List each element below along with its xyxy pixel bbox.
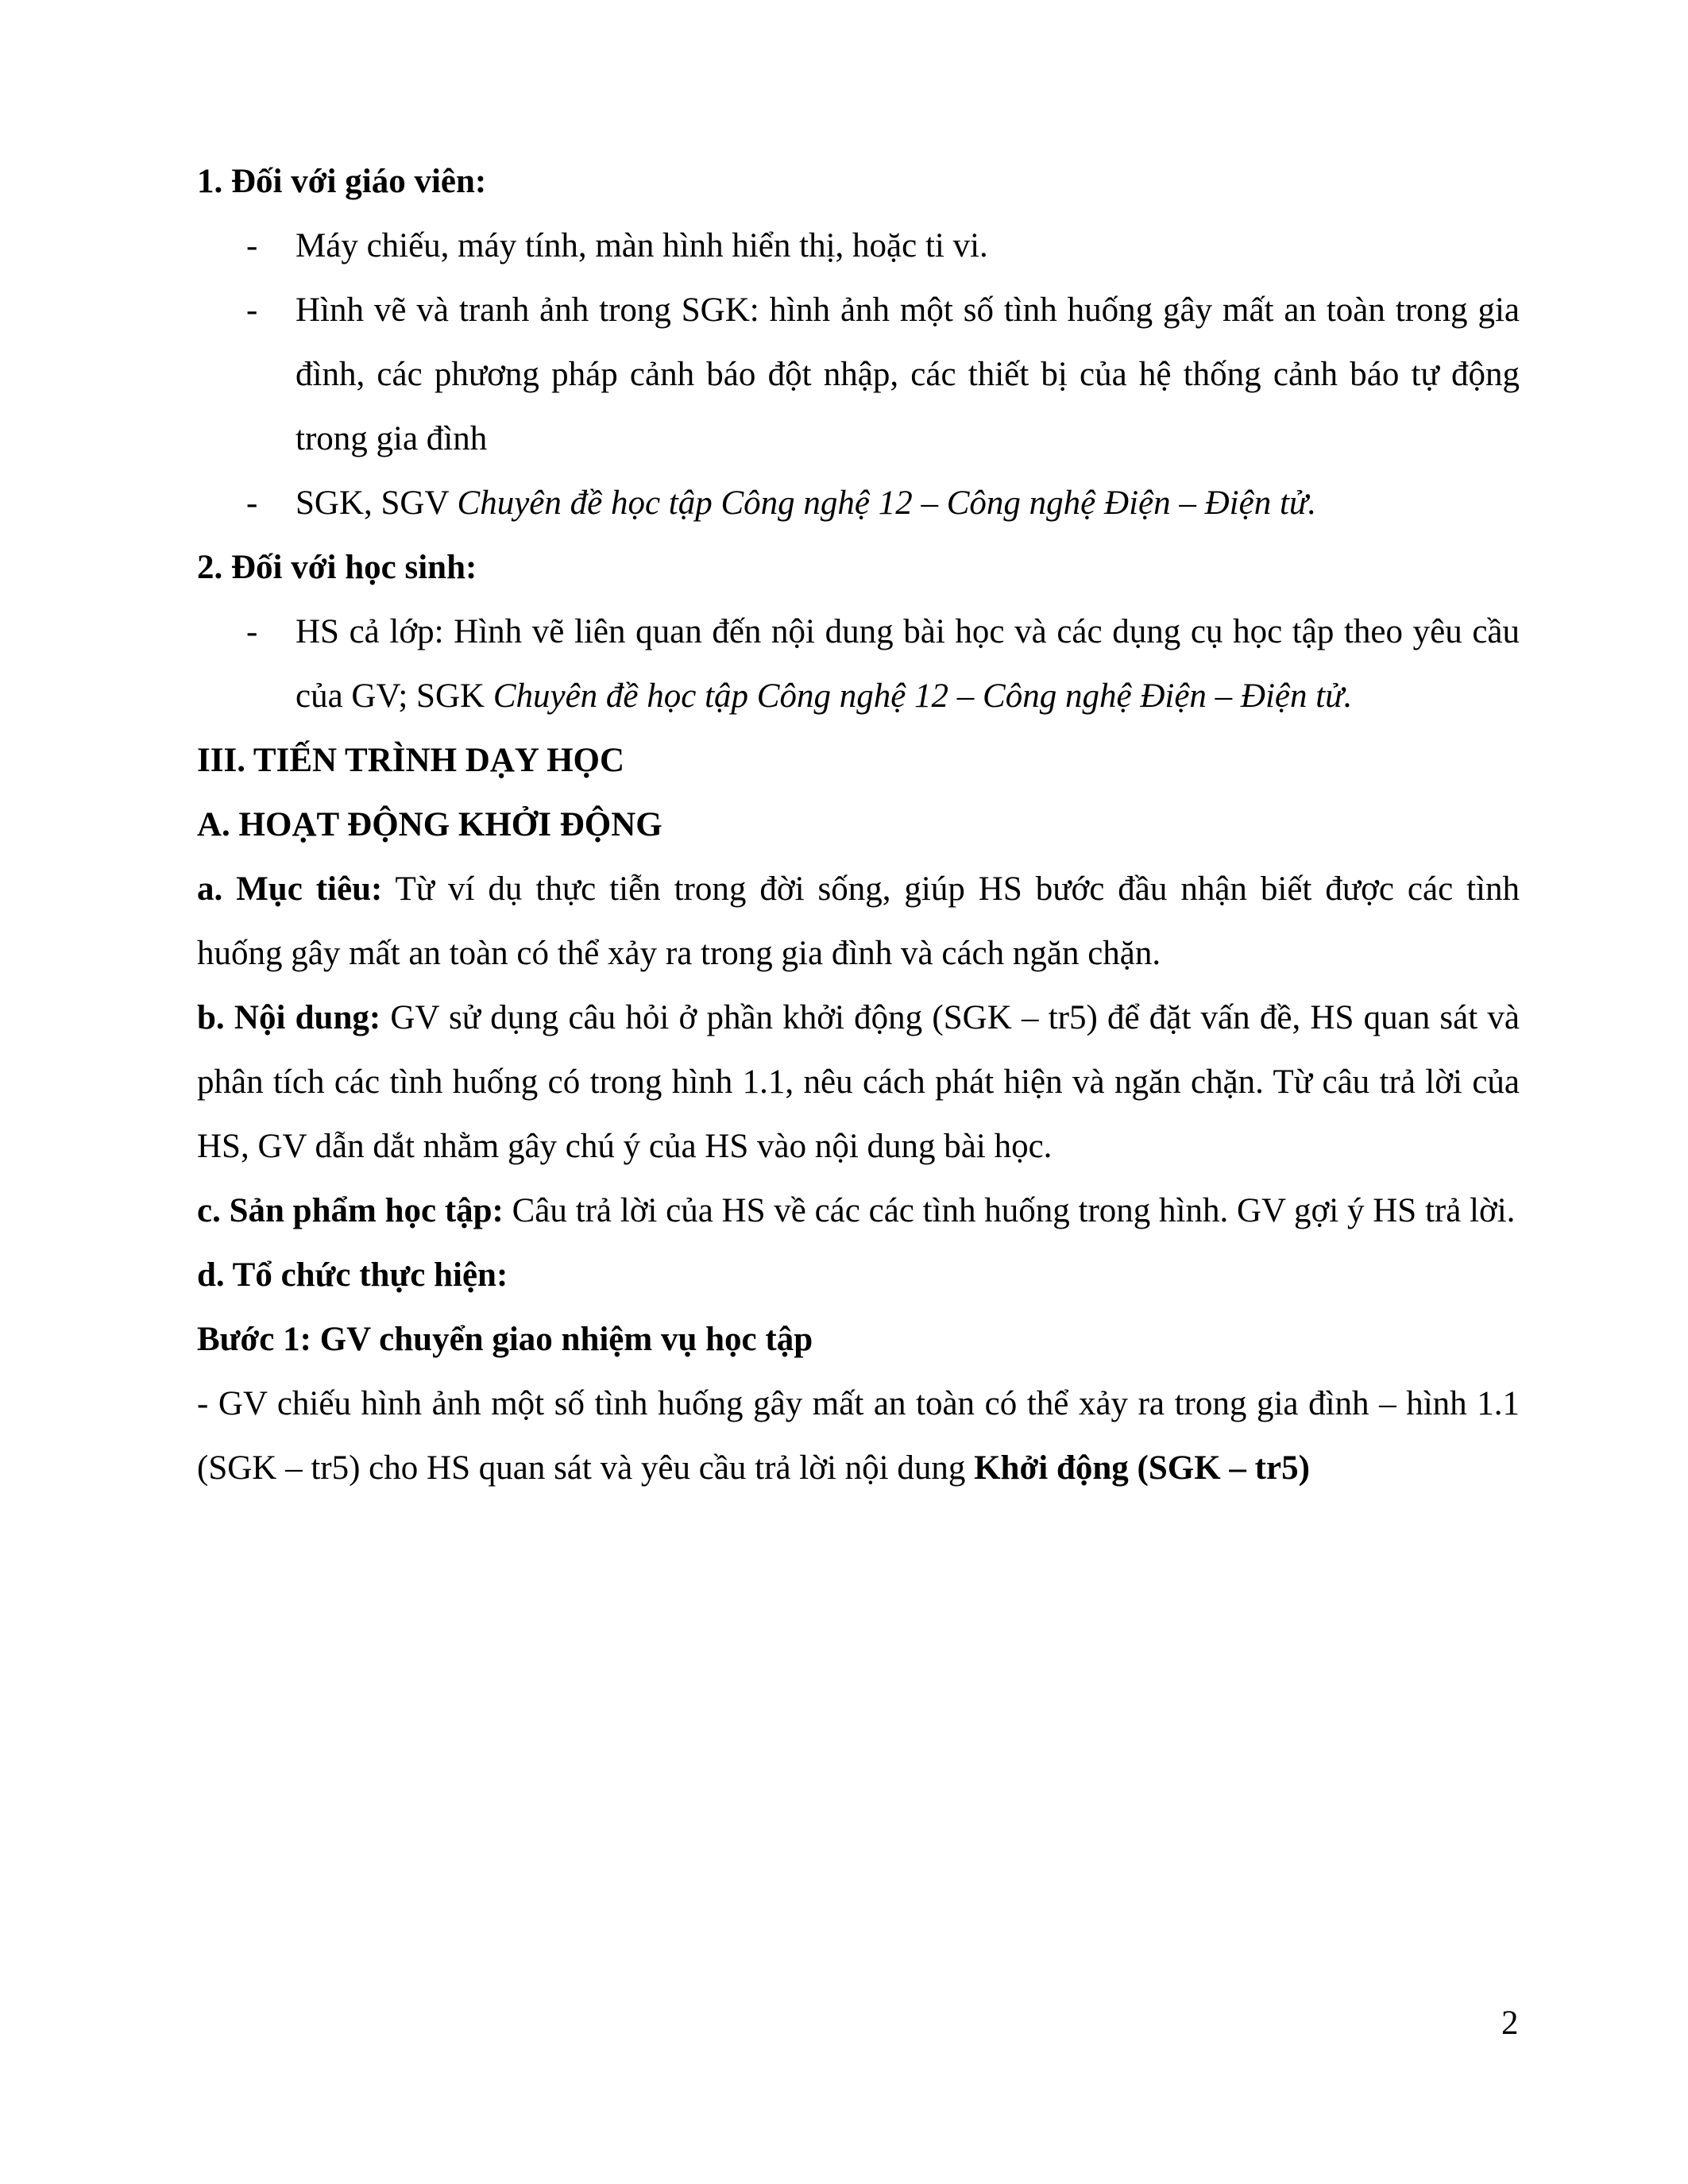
product-label: c. Sản phẩm học tập: xyxy=(197,1192,504,1229)
step1-heading: Bước 1: GV chuyển giao nhiệm vụ học tập xyxy=(197,1321,813,1358)
student-section-heading: 2. Đối với học sinh: xyxy=(197,549,477,586)
bullet-dash: - xyxy=(246,484,258,522)
product-paragraph xyxy=(197,1179,1520,1243)
page-number: 2 xyxy=(1501,2005,1519,2042)
teacher-item-1 xyxy=(197,214,1520,278)
step1-paragraph xyxy=(197,1372,1520,1500)
product-text: Câu trả lời của HS về các các tình huống trong hình. GV gợi ý HS trả lời. xyxy=(503,1192,1516,1229)
bullet-dash: - xyxy=(246,227,258,264)
student-item-1 xyxy=(197,600,1520,728)
organization-heading: d. Tổ chức thực hiện: xyxy=(197,1256,508,1294)
teacher-item-1-text: Máy chiếu, máy tính, màn hình hiển thị, hoặc ti vi. xyxy=(295,227,988,264)
teacher-item-3 xyxy=(197,471,1520,535)
teacher-section-heading: 1. Đối với giáo viên: xyxy=(197,163,487,200)
student-item-1-book-title: Chuyên đề học tập Công nghệ 12 – Công nghệ Điện – Điện tử. xyxy=(492,677,1353,715)
content-label: b. Nội dung: xyxy=(197,999,381,1036)
objective-label: a. Mục tiêu: xyxy=(197,870,383,908)
bullet-dash: - xyxy=(246,291,258,329)
bullet-dash: - xyxy=(246,613,258,650)
teacher-item-2 xyxy=(197,278,1520,471)
teacher-item-2-text: Hình vẽ và tranh ảnh trong SGK: hình ảnh một số tình huống gây mất an toàn trong gia đình, các phương pháp cảnh báo đột nhập, các thiết bị của hệ thống cảnh báo tự động trong gia đình xyxy=(295,291,1520,457)
teacher-item-3-book-title: Chuyên đề học tập Công nghệ 12 – Công nghệ Điện – Điện tử. xyxy=(457,484,1317,522)
content-text: GV sử dụng câu hỏi ở phần khởi động (SGK – tr5) để đặt vấn đề, HS quan sát và phân tích các tình huống có trong hình 1.1, nêu cách phát hiện và ngăn chặn. Từ câu trả lời của HS, GV dẫn dắt nhằm gây chú ý của HS vào nội dung bài học. xyxy=(197,999,1520,1165)
objective-paragraph xyxy=(197,857,1520,986)
process-heading: III. TIẾN TRÌNH DẠY HỌC xyxy=(197,742,625,779)
content-paragraph xyxy=(197,986,1520,1179)
step1-bold-tail: Khởi động (SGK – tr5) xyxy=(974,1449,1310,1487)
step1-text: - GV chiếu hình ảnh một số tình huống gây mất an toàn có thể xảy ra trong gia đình – hình 1.1 (SGK – tr5) cho HS quan sát và yêu cầu trả lời nội dung xyxy=(197,1385,1520,1487)
teacher-item-3-prefix: SGK, SGV xyxy=(295,484,458,522)
document-page xyxy=(197,149,1520,1500)
warmup-heading: A. HOẠT ĐỘNG KHỞI ĐỘNG xyxy=(197,806,662,843)
student-item-1-prefix: HS cả lớp: Hình vẽ liên quan đến nội dung bài học và các dụng cụ học tập theo yêu cầu của GV; SGK xyxy=(295,613,1520,715)
objective-text: Từ ví dụ thực tiễn trong đời sống, giúp HS bước đầu nhận biết được các tình huống gây mất an toàn có thể xảy ra trong gia đình và cách ngăn chặn. xyxy=(197,870,1520,972)
